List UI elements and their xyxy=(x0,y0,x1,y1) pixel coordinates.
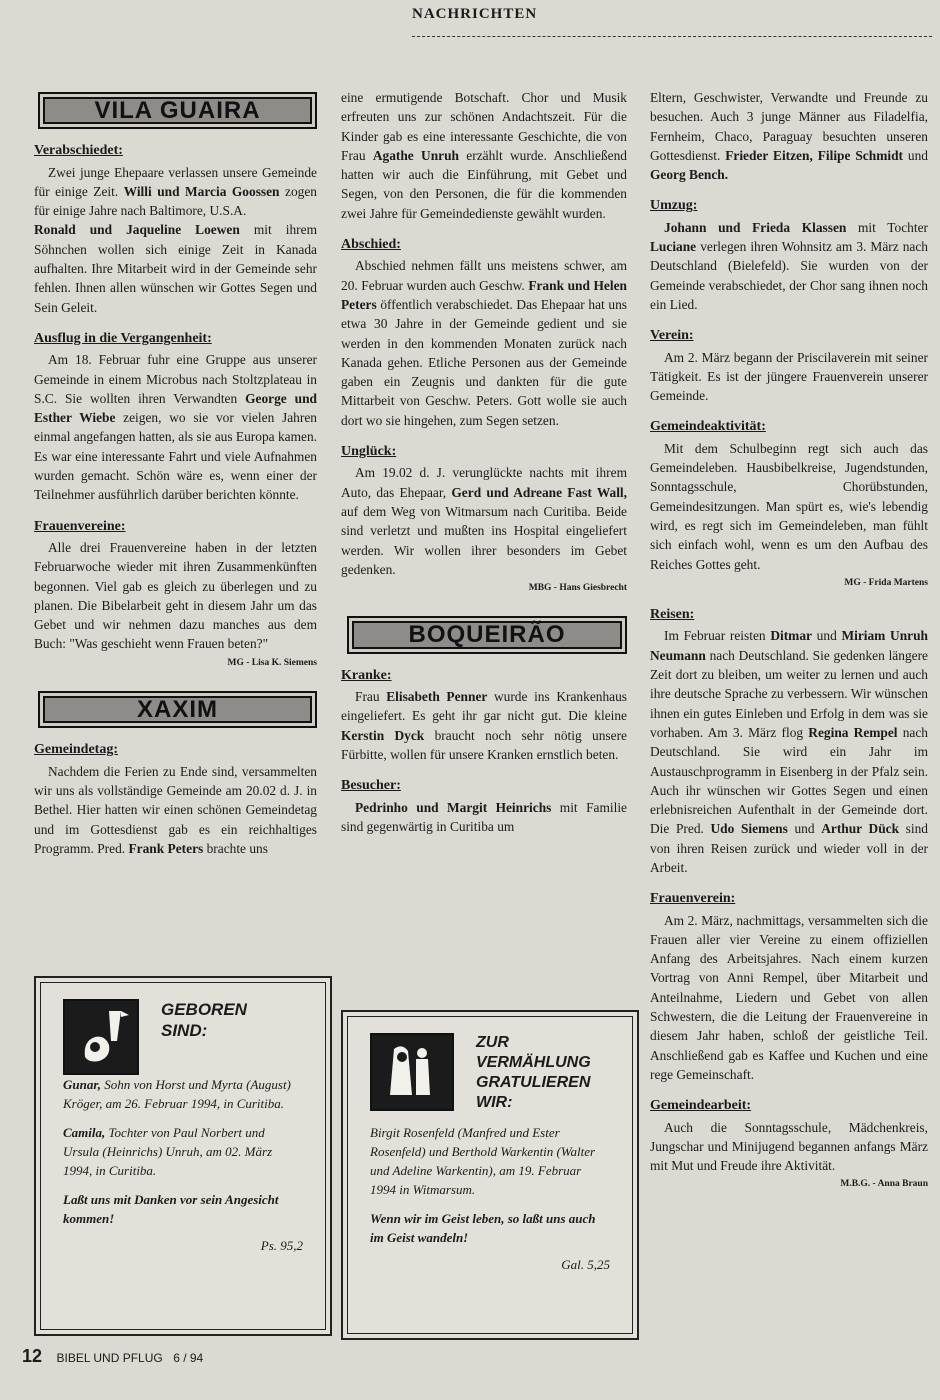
paragraph: Am 19.02 d. J. verunglückte nachts mit ihrem Auto, das Ehepaar, Gerd und Adreane Fast Wall, auf dem Weg von Witmarsum nach Curitiba. Beide sind verletzt und mußten ins Hospital eingeliefert werden. Wir wollen ihrer besonders im Gebet gedenken. xyxy=(341,465,627,577)
column-2 xyxy=(341,88,627,836)
wedding-heading: ZUR VERMÄHLUNG GRATULIEREN WIR: xyxy=(476,1034,591,1111)
page-number: 12 xyxy=(22,1346,43,1366)
heading-gemeindetag: Gemeindetag: xyxy=(34,742,118,758)
birth-entry: Camila, Tochter von Paul Norbert und Ursula (Heinrichs) Unruh, am 02. März 1994, in Curitiba. xyxy=(63,1125,273,1178)
banner-boqueirao-text: BOQUEIRÃO xyxy=(352,621,622,648)
verse-reference: Ps. 95,2 xyxy=(260,1238,303,1253)
header-rule xyxy=(412,36,932,37)
heading-frauenverein: Frauenverein: xyxy=(650,891,736,907)
paragraph: Ronald und Jaqueline Loewen mit ihrem Söhnchen wollen sich einige Zeit in Kanada aufhalten. Ihre Mitarbeit wird in der Gemeinde sehr fehlen. Ihnen allen wünschen wir Gottes Segen und Sein Geleit. xyxy=(34,222,317,315)
paragraph: Am 2. März, nachmittags, versammelten sich die Frauen aller vier Vereine zu einem offiziellen Anfang des Arbeitsjahres. Nach einem kurzen Vortrag von Anni Rempel, über Mitarbeit und Anteilnahme, Liedern und Gebet von allen Schwestern, die die Leitung der Frauenvereine in diesem Jahr haben, schloß der geistliche Teil. Anschließend gab es Kaffee und Kuchen und eine rege Gemeinschaft. xyxy=(650,912,928,1082)
birth-announcement-card xyxy=(34,976,332,1336)
paragraph: Frau Elisabeth Penner wurde ins Krankenhaus eingeliefert. Es geht ihr gar nicht gut. Die kleine Kerstin Dyck braucht noch sehr nötig unsere Fürbitte, wollen für unsere Kranken ernstlich beten. xyxy=(341,689,628,762)
banner-xaxim-text: XAXIM xyxy=(43,696,312,723)
heading-besucher: Besucher: xyxy=(341,778,401,794)
paragraph: Im Februar reisten Ditmar und Miriam Unruh Neumann nach Deutschland. Sie gedenken längere Zeit dort zu bleiben, um weiter zu lernen und auch ihre deutsche Sprache zu verbessern. Wir wünschen ihnen ein gutes Einleben und Erfolg in dem was sie vorhaben. Am 3. März flog Regina Rempel nach Deutschland. Sie wird ein Jahr im Austauschprogramm in Eisenberg in der Pfalz sein. Auch ihr wünschen wir Gottes Segen und einen erlebnisreichen Aufenthalt in der Gemeinde dort. Die Pred. Udo Siemens und Arthur Dück sind von ihren Reisen zurück und wieder voll in der Arbeit. xyxy=(650,628,928,875)
heading-reisen: Reisen: xyxy=(650,607,695,623)
column-3 xyxy=(650,88,928,1195)
heading-frauenvereine: Frauenvereine: xyxy=(34,518,126,534)
stork-baby-icon xyxy=(63,999,139,1075)
paragraph: Eltern, Geschwister, Verwandte und Freunde zu besuchen. Auch 3 junge Männer aus Filadelfia, Fernheim, Chaco, Paraguay besuchten unseren Gottesdienst. Frieder Eitzen, Filipe Schmidt und Georg Bench. xyxy=(650,90,928,183)
signature: MBG - Hans Giesbrecht xyxy=(528,583,627,594)
paragraph: Nachdem die Ferien zu Ende sind, versammelten wir uns als vollständige Gemeinde am 20.02 d. J. in Bethel. Hier hatten wir einen schönen Gemeindetag und im Gottesdienst gab es ein reichhaltiges Programm. Pred. Frank Peters brachte uns xyxy=(34,763,317,856)
issue-number: 6 / 94 xyxy=(173,1351,204,1365)
wedding-couple-icon xyxy=(370,1033,454,1111)
birth-entry: Gunar, Sohn von Horst und Myrta (August) Kröger, am 26. Februar 1994, in Curitiba. xyxy=(63,1077,291,1111)
heading-gemeindeaktivitaet: Gemeindeaktivität: xyxy=(650,419,766,435)
paragraph: Auch die Sonntagsschule, Mädchenkreis, Jungschar und Minijugend begannen anfangs März mit Mut und Freude ihre Aktivität. xyxy=(650,1119,928,1174)
wedding-announcement-card xyxy=(341,1010,639,1340)
bible-verse: Wenn wir im Geist leben, so laßt uns auch im Geist wandeln! xyxy=(370,1211,596,1245)
paragraph: eine ermutigende Botschaft. Chor und Musik erfreuten uns zur schönen Andachtszeit. Für die Kinder gab es eine interessante Geschichte, die von Frau Agathe Unruh erzählt wurde. Anschließend hatten wir auch die Einführung, mit Gebet und Segen, von den Personen, die für die kommenden zwei Jahre für Gemeindedienste gewählt wurden. xyxy=(341,90,627,221)
publication-name: BIBEL UND PFLUG xyxy=(56,1351,163,1365)
section-title: NACHRICHTEN xyxy=(412,6,538,22)
signature: MG - Frida Martens xyxy=(844,577,928,588)
heading-ausflug: Ausflug in die Vergangenheit: xyxy=(34,330,212,346)
banner-vila-guaira-text: VILA GUAIRA xyxy=(43,97,312,124)
banner-xaxim xyxy=(38,691,317,728)
heading-kranke: Kranke: xyxy=(341,667,392,683)
heading-verein: Verein: xyxy=(650,328,694,344)
paragraph: Am 2. März begann der Priscilaverein mit seiner Tätigkeit. Es ist der jüngere Frauenverein unserer Gemeinde. xyxy=(650,349,928,404)
paragraph: Abschied nehmen fällt uns meistens schwer, am 20. Februar wurden auch Geschw. Frank und Helen Peters öffentlich verabschiedet. Das Ehepaar hat uns etwa 30 Jahre in der Gemeinde gedient und sie werden in den kommenden Monaten zurück nach Kanada gehen. Etliche Personen aus der Gemeinde gaben ein Zeugnis und dankten für die gute Mittarbeit von Geschw. Peters. Gott wolle sie auch dort wo sie hingehen, zum Segen setzen. xyxy=(341,258,627,428)
heading-unglueck: Unglück: xyxy=(341,444,397,460)
banner-boqueirao xyxy=(347,616,627,653)
paragraph: Am 18. Februar fuhr eine Gruppe aus unserer Gemeinde in einem Microbus nach Stoltzplateau in S.C. Sie wollten ihren Verwandten George und Esther Wiebe zeigen, wo sie vor vielen Jahren einmal angefangen hatten, als sie aus Europa kamen. Es war eine interessante Fahrt und viele Aufnahmen wurden gemacht. Schön wäre es, wenn einer der Teilnehmer ausführlich darüber berichten könnte. xyxy=(34,352,317,503)
paragraph: Mit dem Schulbeginn regt sich auch das Gemeindeleben. Hausbibelkreise, Jugendstunden, Sonntagsschule, Chorübstunden, Gemeindesitzungen. Man spürt es, wie's lebendig wird, es regt sich im Gemeindeleben, man fühlt sich einfach wohl, wenn es um den Aufbau des Reiches Gottes geht. xyxy=(650,440,928,572)
heading-verabschiedet: Verabschiedet: xyxy=(34,143,123,159)
column-1 xyxy=(34,88,317,858)
signature: MG - Lisa K. Siemens xyxy=(227,657,317,668)
heading-gemeindearbeit: Gemeindearbeit: xyxy=(650,1098,752,1114)
page-footer xyxy=(22,1346,203,1367)
paragraph: Zwei junge Ehepaare verlassen unsere Gemeinde für einige Zeit. Willi und Marcia Goossen zogen für einige Jahre nach Baltimore, U.S.A. xyxy=(34,164,317,219)
paragraph: Pedrinho und Margit Heinrichs mit Familie sind gegenwärtig in Curitiba um xyxy=(341,799,627,834)
heading-umzug: Umzug: xyxy=(650,198,698,214)
birth-heading: GEBOREN SIND: xyxy=(161,1000,247,1040)
paragraph: Alle drei Frauenvereine haben in der letzten Februarwoche wieder mit ihren Zusammenkünften begonnen. Viel gab es gleich zu überlegen und zu planen. Die Bibelarbeit geht in diesem Jahr um das Gebet und wir nehmen dazu manches aus dem Buch: "Was geschieht wenn Frauen beten?" xyxy=(34,539,317,652)
paragraph: Johann und Frieda Klassen mit Tochter Luciane verlegen ihren Wohnsitz am 3. März nach Deutschland (Bielefeld). Sie wurden von der Gemeinde verabschiedet, der Chor sang ihnen noch ein Lied. xyxy=(650,219,928,312)
verse-reference: Gal. 5,25 xyxy=(561,1257,610,1272)
signature: M.B.G. - Anna Braun xyxy=(840,1179,928,1190)
heading-abschied: Abschied: xyxy=(341,237,401,253)
banner-vila-guaira xyxy=(38,92,317,129)
bible-verse: Laßt uns mit Danken vor sein Angesicht kommen! xyxy=(63,1192,279,1226)
wedding-entry: Birgit Rosenfeld (Manfred und Ester Rosenfeld) und Berthold Warkentin (Walter und Adeline Warkentin), am 19. Februar 1994 in Witmarsum. xyxy=(370,1125,596,1197)
page-header xyxy=(0,0,940,40)
